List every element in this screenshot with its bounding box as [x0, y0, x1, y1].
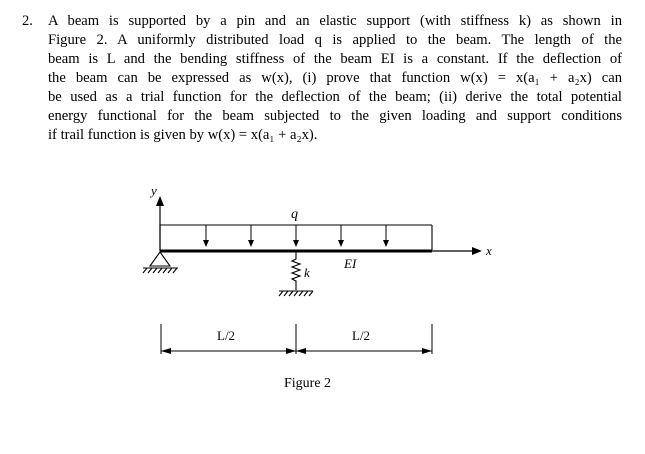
problem-line-2: Figure 2. A uniformly distributed load q is applied to the beam. The length of the: [48, 32, 622, 48]
problem-line-5: be used as a trial function for the deflection of the beam; (ii) derive the total potential: [48, 89, 622, 105]
pin-support: [143, 252, 178, 273]
load-label: q: [291, 207, 298, 222]
x-axis-label: x: [486, 243, 492, 258]
x-axis: [432, 247, 482, 255]
load-arrow-head: [248, 240, 254, 247]
figure-caption: Figure 2: [284, 376, 332, 391]
problem-line-6: energy functional for the beam subjected to the given loading and support conditions: [48, 108, 622, 124]
problem-line-7: if trail function is given by w(x) = x(a₁ + a₂x).: [48, 127, 318, 143]
load-arrow-head: [338, 240, 344, 247]
load-arrow-head: [293, 240, 299, 247]
stiffness-label: EI: [344, 256, 357, 271]
problem-line-3: beam is L and the bending stiffness of the beam EI is a constant. If the deflection of: [48, 51, 622, 67]
left-length-label: L/2: [217, 328, 236, 343]
spring-label: k: [304, 265, 310, 280]
problem-line-4: the beam can be expressed as w(x), (i) prove that function w(x) = x(a₁ + a₂x) can: [48, 70, 622, 86]
load-arrow-head: [383, 240, 389, 247]
load-arrows: [203, 225, 389, 247]
y-axis-label: y: [151, 183, 157, 198]
problem-number: 2.: [22, 13, 33, 29]
right-length-label: L/2: [352, 328, 371, 343]
load-arrow-head: [203, 240, 209, 247]
dimension-lines: [161, 324, 432, 354]
problem-line-1: A beam is supported by a pin and an elastic support (with stiffness k) as shown in: [48, 13, 622, 29]
